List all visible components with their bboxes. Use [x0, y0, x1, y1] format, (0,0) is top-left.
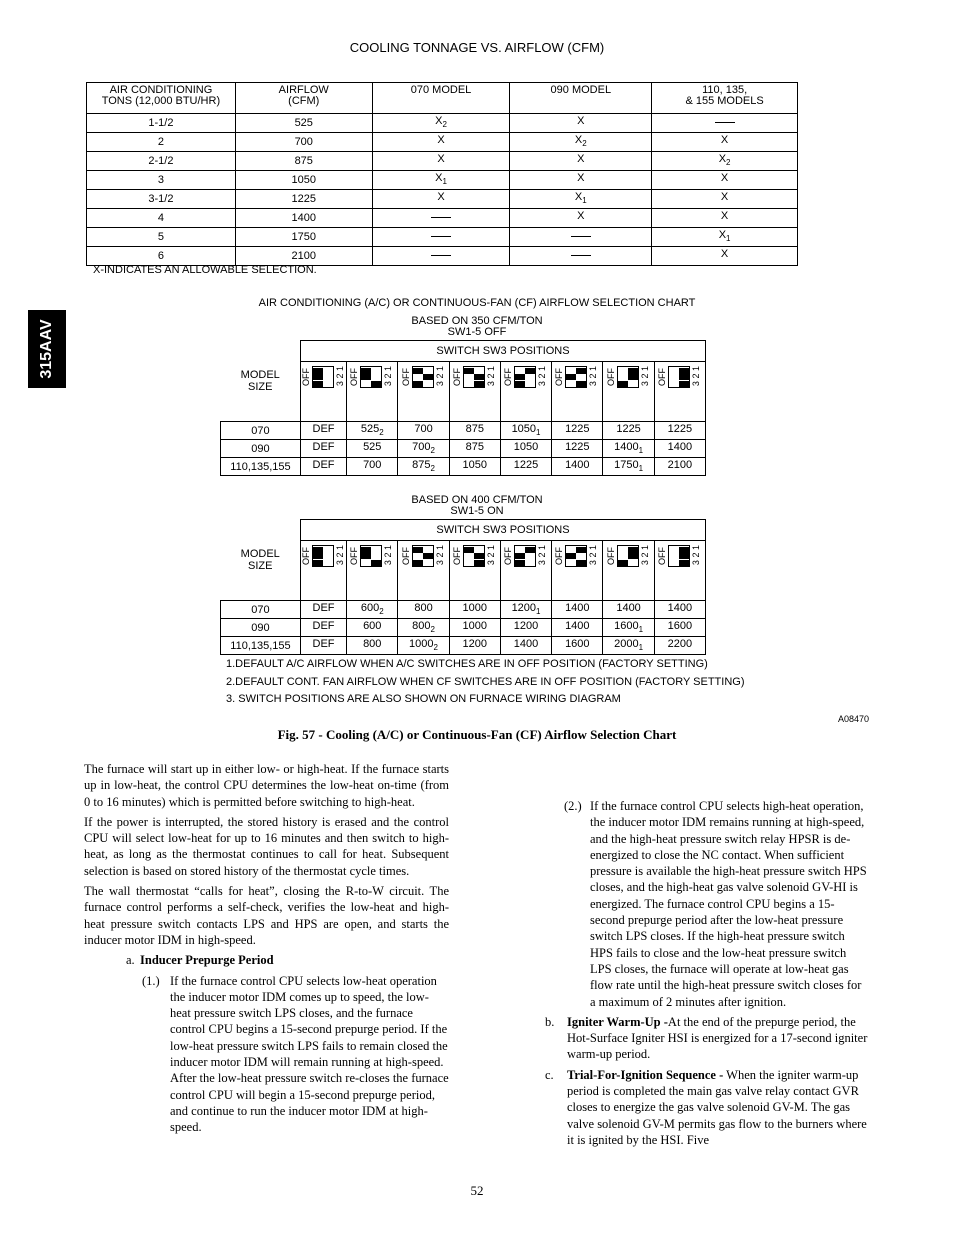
model-cell: 070: [221, 601, 301, 619]
tons-cell: 6: [87, 247, 236, 266]
airflow-cell: 1600: [552, 637, 603, 655]
step-a: [126, 952, 449, 968]
airflow-cell: 1200: [500, 619, 551, 637]
dip-switch-icon: OFF 3 2 1: [349, 545, 394, 566]
step-a1: [142, 973, 449, 1136]
airflow-cell: $1400_1$: [603, 440, 654, 458]
model-cell: X: [510, 152, 652, 171]
sw3-table-350: [220, 340, 706, 476]
basis-350-line1: BASED ON 350 CFM/TON: [411, 315, 543, 327]
sw3-table-400: [220, 519, 706, 655]
cfm-cell: 2100: [235, 247, 372, 266]
column-header: AIRFLOW (CFM): [235, 83, 372, 114]
not-available-dash: [571, 236, 591, 237]
airflow-cell: $2000_1$: [603, 637, 654, 655]
table-row: [221, 440, 706, 458]
airflow-cell: 1400: [500, 637, 551, 655]
table-row: [87, 171, 798, 190]
tons-cell: 5: [87, 228, 236, 247]
model-cell: X: [652, 190, 798, 209]
step-a2: [538, 798, 869, 1010]
airflow-cell: 800: [347, 637, 398, 655]
airflow-cell: 1200: [449, 637, 500, 655]
dip-switch-icon: OFF 3 2 1: [656, 545, 701, 566]
cfm-cell: 1750: [235, 228, 372, 247]
column-header: AIR CONDITIONING TONS (12,000 BTU/HR): [87, 83, 236, 114]
column-header: 110, 135, & 155 MODELS: [652, 83, 798, 114]
table-row: [221, 601, 706, 619]
step-c-label: c.: [545, 1067, 554, 1082]
step-a1-text: If the furnace control CPU selects low-heat operation the inducer motor IDM comes up to speed, the low-heat pressure switch LPS closes, and the furnace control CPU begins a 15-second prepurge period. If the low-heat pressure switch LPS fails to remain closed the inducer motor IDM will remain running at high-speed. After the low-heat pressure switch re-closes the furnace control CPU will begin a 15-second prepurge period, and continue to run the inducer motor IDM at high-speed.: [170, 973, 449, 1135]
airflow-cell: 1400: [552, 601, 603, 619]
model-cell: X: [372, 190, 510, 209]
airflow-cell: $1750_1$: [603, 458, 654, 476]
airflow-cell: 875: [449, 440, 500, 458]
airflow-cell: 1600: [654, 619, 705, 637]
chart-note-2: 2.DEFAULT CONT. FAN AIRFLOW WHEN CF SWITCHES ARE IN OFF POSITION (FACTORY SETTING): [226, 676, 745, 688]
tonnage-table-header: [87, 83, 798, 114]
dip-switch-icon: OFF 3 2 1: [451, 545, 496, 566]
dip-switch-icon: OFF 3 2 1: [300, 366, 345, 387]
table-row: [87, 133, 798, 152]
column-header: 070 MODEL: [372, 83, 510, 114]
cfm-cell: 525: [235, 114, 372, 133]
dip-switch-icon: OFF 3 2 1: [400, 545, 445, 566]
airflow-cell: $875_2$: [398, 458, 449, 476]
table-row: [221, 422, 706, 440]
step-c: [538, 1067, 869, 1148]
dip-switch-icon: OFF 3 2 1: [400, 366, 445, 387]
model-cell: 110,135,155: [221, 637, 301, 655]
model-cell: X: [372, 152, 510, 171]
model-cell: [372, 209, 510, 228]
body-right-column: [538, 761, 869, 1148]
airflow-cell: 800: [398, 601, 449, 619]
airflow-cell: 1400: [654, 440, 705, 458]
page-number: 52: [470, 1183, 484, 1198]
table-note: X-INDICATES AN ALLOWABLE SELECTION.: [93, 264, 317, 276]
airflow-cell: 1225: [654, 422, 705, 440]
airflow-cell: 1050: [500, 440, 551, 458]
airflow-cell: 875: [449, 422, 500, 440]
basis-350-line2: SW1-5 OFF: [447, 326, 507, 338]
model-cell: X: [510, 114, 652, 133]
selection-chart-title: AIR CONDITIONING (A/C) OR CONTINUOUS-FAN (CF) AIRFLOW SELECTION CHART: [258, 297, 696, 309]
model-cell: X: [510, 171, 652, 190]
tons-cell: 2: [87, 133, 236, 152]
model-cell: $X_1$: [510, 190, 652, 209]
switch-positions-header: SWITCH SW3 POSITIONS: [300, 341, 705, 362]
step-a-title: Inducer Prepurge Period: [140, 953, 274, 968]
body-paragraph-2: If the power is interrupted, the stored history is erased and the control CPU will select low-heat for up to 16 minutes and then switch to high-heat, as long as the thermostat continues to call for heat. Subsequent selection is based on stored history of the thermostat cycle times.: [84, 814, 449, 878]
step-b-title: Igniter Warm-Up -: [567, 1014, 668, 1029]
airflow-cell: 700: [398, 422, 449, 440]
airflow-cell: 1400: [603, 601, 654, 619]
airflow-cell: 1400: [552, 619, 603, 637]
model-cell: $X_2$: [510, 133, 652, 152]
tons-cell: 1-1/2: [87, 114, 236, 133]
airflow-cell: $525_2$: [347, 422, 398, 440]
dip-switch-icon: OFF 3 2 1: [349, 366, 394, 387]
model-cell: X: [652, 171, 798, 190]
figure-caption: Fig. 57 - Cooling (A/C) or Continuous-Fan (CF) Airflow Selection Chart: [277, 727, 677, 742]
model-cell: X: [652, 247, 798, 266]
tons-cell: 4: [87, 209, 236, 228]
body-paragraph-3: The wall thermostat “calls for heat”, closing the R-to-W circuit. The furnace control performs a self-check, verifies the low-heat and high-heat pressure switch contacts LPS and HPS are open, and starts the inducer motor IDM in high-speed.: [84, 884, 449, 947]
airflow-cell: DEF: [300, 422, 346, 440]
chart-note-3: 3. SWITCH POSITIONS ARE ALSO SHOWN ON FURNACE WIRING DIAGRAM: [226, 693, 621, 705]
switch-positions-header: SWITCH SW3 POSITIONS: [300, 520, 705, 541]
airflow-cell: 2100: [654, 458, 705, 476]
table-row: [87, 190, 798, 209]
chart-title: COOLING TONNAGE VS. AIRFLOW (CFM): [349, 40, 605, 55]
cfm-cell: 1225: [235, 190, 372, 209]
step-c-text: When the igniter warm-up period is completed the main gas valve relay contact GVR closes to energize the gas valve solenoid GV-M. The gas valve solenoid GV-M permits gas flow to the burners where it is ignited by the HSI. Five: [567, 1067, 867, 1147]
airflow-cell: 1400: [654, 601, 705, 619]
model-cell: 090: [221, 440, 301, 458]
dip-switch-icon: OFF 3 2 1: [605, 545, 650, 566]
airflow-cell: 1000: [449, 619, 500, 637]
table-row: [87, 209, 798, 228]
model-cell: X: [652, 133, 798, 152]
model-cell: 070: [221, 422, 301, 440]
airflow-cell: $800_2$: [398, 619, 449, 637]
tonnage-table: [86, 82, 798, 266]
airflow-cell: 1225: [500, 458, 551, 476]
basis-400-line1: BASED ON 400 CFM/TON: [411, 494, 543, 506]
model-cell: $X_1$: [652, 228, 798, 247]
not-available-dash: [571, 255, 591, 256]
airflow-cell: DEF: [300, 637, 346, 655]
dip-switch-icon: OFF 3 2 1: [554, 366, 599, 387]
airflow-cell: 700: [347, 458, 398, 476]
airflow-cell: $1050_1$: [500, 422, 551, 440]
model-size-header: MODEL SIZE: [221, 341, 301, 422]
dip-switch-icon: OFF 3 2 1: [656, 366, 701, 387]
tons-cell: 2-1/2: [87, 152, 236, 171]
column-header: 090 MODEL: [510, 83, 652, 114]
not-available-dash: [431, 255, 451, 256]
dip-switch-icon: OFF 3 2 1: [503, 366, 548, 387]
airflow-cell: 1400: [552, 458, 603, 476]
airflow-cell: DEF: [300, 458, 346, 476]
airflow-cell: 600: [347, 619, 398, 637]
side-tab-label: 315AAV: [38, 319, 55, 379]
airflow-cell: $700_2$: [398, 440, 449, 458]
model-size-header: MODEL SIZE: [221, 520, 301, 601]
model-cell: 110,135,155: [221, 458, 301, 476]
model-cell: X: [652, 209, 798, 228]
cfm-cell: 700: [235, 133, 372, 152]
airflow-cell: 1225: [552, 422, 603, 440]
not-available-dash: [431, 217, 451, 218]
model-cell: X: [372, 133, 510, 152]
airflow-cell: 1000: [449, 601, 500, 619]
tonnage-table-body: [87, 114, 798, 266]
tons-cell: 3-1/2: [87, 190, 236, 209]
step-a2-label: (2.): [564, 799, 582, 813]
not-available-dash: [431, 236, 451, 237]
airflow-cell: 1225: [603, 422, 654, 440]
airflow-cell: DEF: [300, 619, 346, 637]
dip-switch-icon: OFF 3 2 1: [503, 545, 548, 566]
airflow-cell: DEF: [300, 601, 346, 619]
cfm-cell: 1050: [235, 171, 372, 190]
airflow-cell: 1225: [552, 440, 603, 458]
table-row: [221, 637, 706, 655]
airflow-cell: $1000_2$: [398, 637, 449, 655]
body-paragraph-1: The furnace will start up in either low- or high-heat. If the furnace starts up in low-heat, the control CPU determines the low-heat on-time (from 0 to 16 minutes) which is permitted before switching to high-heat.: [84, 762, 449, 809]
table-row: [221, 619, 706, 637]
cfm-cell: 1400: [235, 209, 372, 228]
dip-switch-icon: OFF 3 2 1: [451, 366, 496, 387]
model-cell: [652, 114, 798, 133]
model-cell: [510, 228, 652, 247]
body-left-column: [84, 761, 449, 1136]
table-row: [221, 458, 706, 476]
step-c-title: Trial-For-Ignition Sequence -: [567, 1067, 724, 1082]
model-cell: $X_2$: [652, 152, 798, 171]
step-b-label: b.: [545, 1014, 555, 1029]
airflow-cell: $1200_1$: [500, 601, 551, 619]
model-cell: 090: [221, 619, 301, 637]
model-cell: X: [510, 209, 652, 228]
airflow-cell: $600_2$: [347, 601, 398, 619]
step-a1-label: (1.): [142, 973, 160, 988]
table-row: [87, 228, 798, 247]
basis-400-line2: SW1-5 ON: [450, 505, 504, 517]
model-cell: [372, 228, 510, 247]
airflow-cell: 2200: [654, 637, 705, 655]
dip-switch-icon: OFF 3 2 1: [605, 366, 650, 387]
dip-switch-icon: OFF 3 2 1: [300, 545, 345, 566]
airflow-cell: DEF: [300, 440, 346, 458]
tons-cell: 3: [87, 171, 236, 190]
step-b: [538, 1014, 869, 1063]
step-a2-text: If the furnace control CPU selects high-heat operation, the inducer motor IDM remains running at high-speed, and the high-heat pressure switch relay HPSR is de-energized to close the NC contact. When sufficient pressure is available the high-heat pressure switch HPS closes, and the high-heat gas valve solenoid GV-HI is energized. The furnace control CPU begins a 15-second prepurge period after the low-heat pressure switch LPS closes. If the high-heat pressure switch HPS fails to close and the low-heat pressure switch LPS closes, the furnace will operate at low-heat gas flow rate until the high-heat pressure switch closes for a maximum of 2 minutes after ignition.: [590, 799, 867, 1009]
airflow-cell: 1050: [449, 458, 500, 476]
step-a-label: a.: [126, 953, 135, 968]
model-cell: [510, 247, 652, 266]
model-cell: $X_2$: [372, 114, 510, 133]
chart-note-1: 1.DEFAULT A/C AIRFLOW WHEN A/C SWITCHES ARE IN OFF POSITION (FACTORY SETTING): [226, 658, 708, 670]
figure-code: A08470: [838, 714, 870, 724]
model-cell: [372, 247, 510, 266]
table-row: [87, 114, 798, 133]
not-available-dash: [715, 122, 735, 123]
step-b-text: At the end of the prepurge period, the Hot-Surface Igniter HSI is energized for a 17-second igniter warm-up period.: [567, 1014, 868, 1062]
airflow-cell: $1600_1$: [603, 619, 654, 637]
model-cell: $X_1$: [372, 171, 510, 190]
table-row: [87, 152, 798, 171]
dip-switch-icon: OFF 3 2 1: [554, 545, 599, 566]
table-row: [87, 247, 798, 266]
cfm-cell: 875: [235, 152, 372, 171]
airflow-cell: 525: [347, 440, 398, 458]
